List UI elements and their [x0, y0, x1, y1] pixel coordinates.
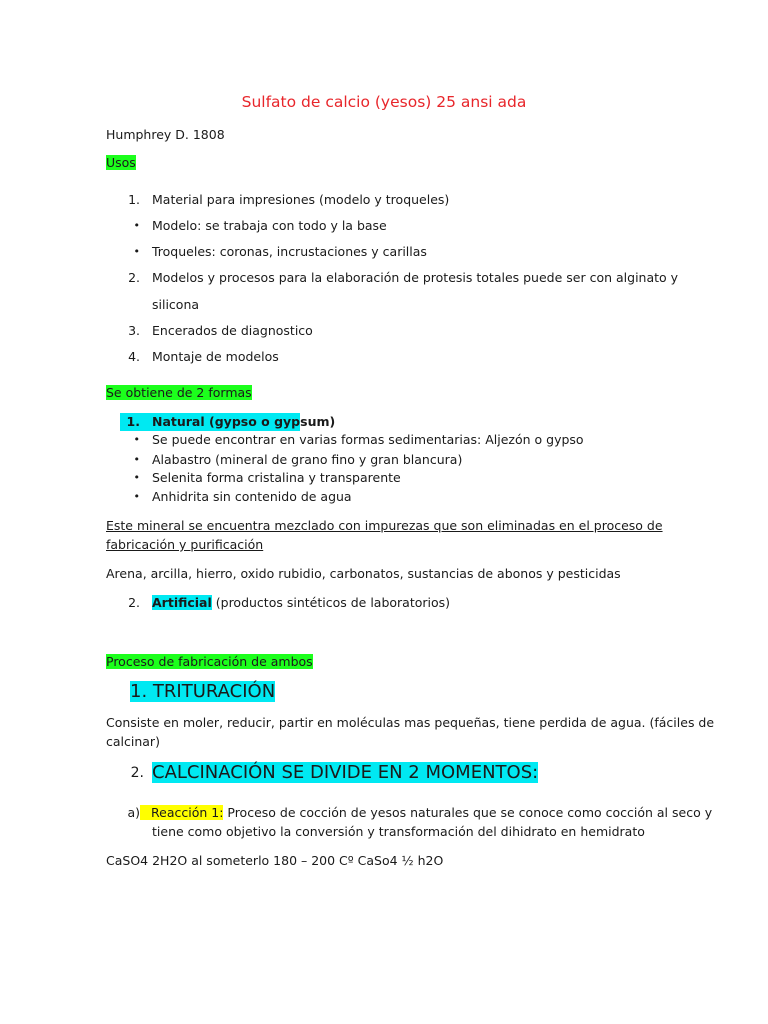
trituracion-desc: calcinar) [106, 734, 160, 749]
list-item: Selenita forma cristalina y transparente [152, 470, 401, 485]
formula-line: CaSO4 2H2O al someterlo 180 – 200 Cº CaSo4 ½ h2O [106, 853, 444, 868]
list-marker: 2. [128, 270, 140, 285]
calcinacion-heading-text: CALCINACIÓN SE DIVIDE EN 2 MOMENTOS: [152, 762, 539, 783]
reaccion-text: Proceso de cocción de yesos naturales que se conoce como cocción al seco y [223, 805, 713, 820]
usos-heading [106, 155, 136, 170]
artificial-rest: (productos sintéticos de laboratorios) [211, 595, 451, 610]
calcinacion-heading [152, 762, 538, 783]
list-marker: 1. [126, 414, 140, 429]
list-marker: 1. [128, 192, 140, 207]
list-marker: a) [127, 805, 140, 820]
list-item: Encerados de diagnostico [152, 323, 313, 338]
list-marker: 4. [128, 349, 140, 364]
list-item: Material para impresiones (modelo y troqueles) [152, 192, 450, 207]
list-item: Modelos y procesos para la elaboración de protesis totales puede ser con alginato y [152, 270, 679, 285]
trituracion-heading-text: 1. TRITURACIÓN [130, 681, 276, 702]
bullet-icon: • [133, 453, 140, 466]
list-item: Modelo: se trabaja con todo y la base [152, 218, 387, 233]
list-marker: 3. [128, 323, 140, 338]
bullet-icon: • [133, 245, 140, 258]
reaccion-line [140, 805, 712, 820]
reaccion-text-cont: tiene como objetivo la conversión y transformación del dihidrato en hemidrato [152, 824, 645, 839]
list-marker: 2. [128, 595, 140, 610]
author-line: Humphrey D. 1808 [106, 127, 225, 142]
trituracion-desc: Consiste en moler, reducir, partir en moléculas mas pequeñas, tiene perdida de agua. (fáciles de [106, 715, 715, 730]
impurities-line: Arena, arcilla, hierro, oxido rubidio, carbonatos, sustancias de abonos y pesticidas [106, 566, 621, 581]
bullet-icon: • [133, 219, 140, 232]
bullet-icon: • [133, 471, 140, 484]
usos-heading-text: Usos [106, 155, 136, 170]
list-item: Alabastro (mineral de grano fino y gran blancura) [152, 452, 463, 467]
bullet-icon: • [133, 433, 140, 446]
formas-heading [106, 385, 252, 400]
formas-heading-text: Se obtiene de 2 formas [106, 385, 252, 400]
note-line: fabricación y purificación [106, 537, 264, 552]
bullet-icon: • [133, 490, 140, 503]
proceso-heading-text: Proceso de fabricación de ambos [106, 654, 313, 669]
artificial-label: Artificial [152, 595, 212, 610]
document-title: Sulfato de calcio (yesos) 25 ansi ada [241, 93, 527, 111]
natural-label: Natural (gypso o gypsum) [152, 414, 336, 429]
list-item: Anhidrita sin contenido de agua [152, 489, 352, 504]
list-item: Se puede encontrar en varias formas sedimentarias: Aljezón o gypso [152, 432, 584, 447]
list-item-continuation: silicona [152, 297, 200, 312]
reaccion-label: Reacción 1: [140, 805, 223, 820]
artificial-line [152, 595, 450, 610]
list-marker: 2. [130, 765, 144, 781]
trituracion-heading [130, 681, 275, 702]
proceso-heading [106, 654, 313, 669]
list-item: Montaje de modelos [152, 349, 279, 364]
note-line: Este mineral se encuentra mezclado con impurezas que son eliminadas en el proceso de [106, 518, 663, 533]
list-item: Troqueles: coronas, incrustaciones y carillas [152, 244, 427, 259]
